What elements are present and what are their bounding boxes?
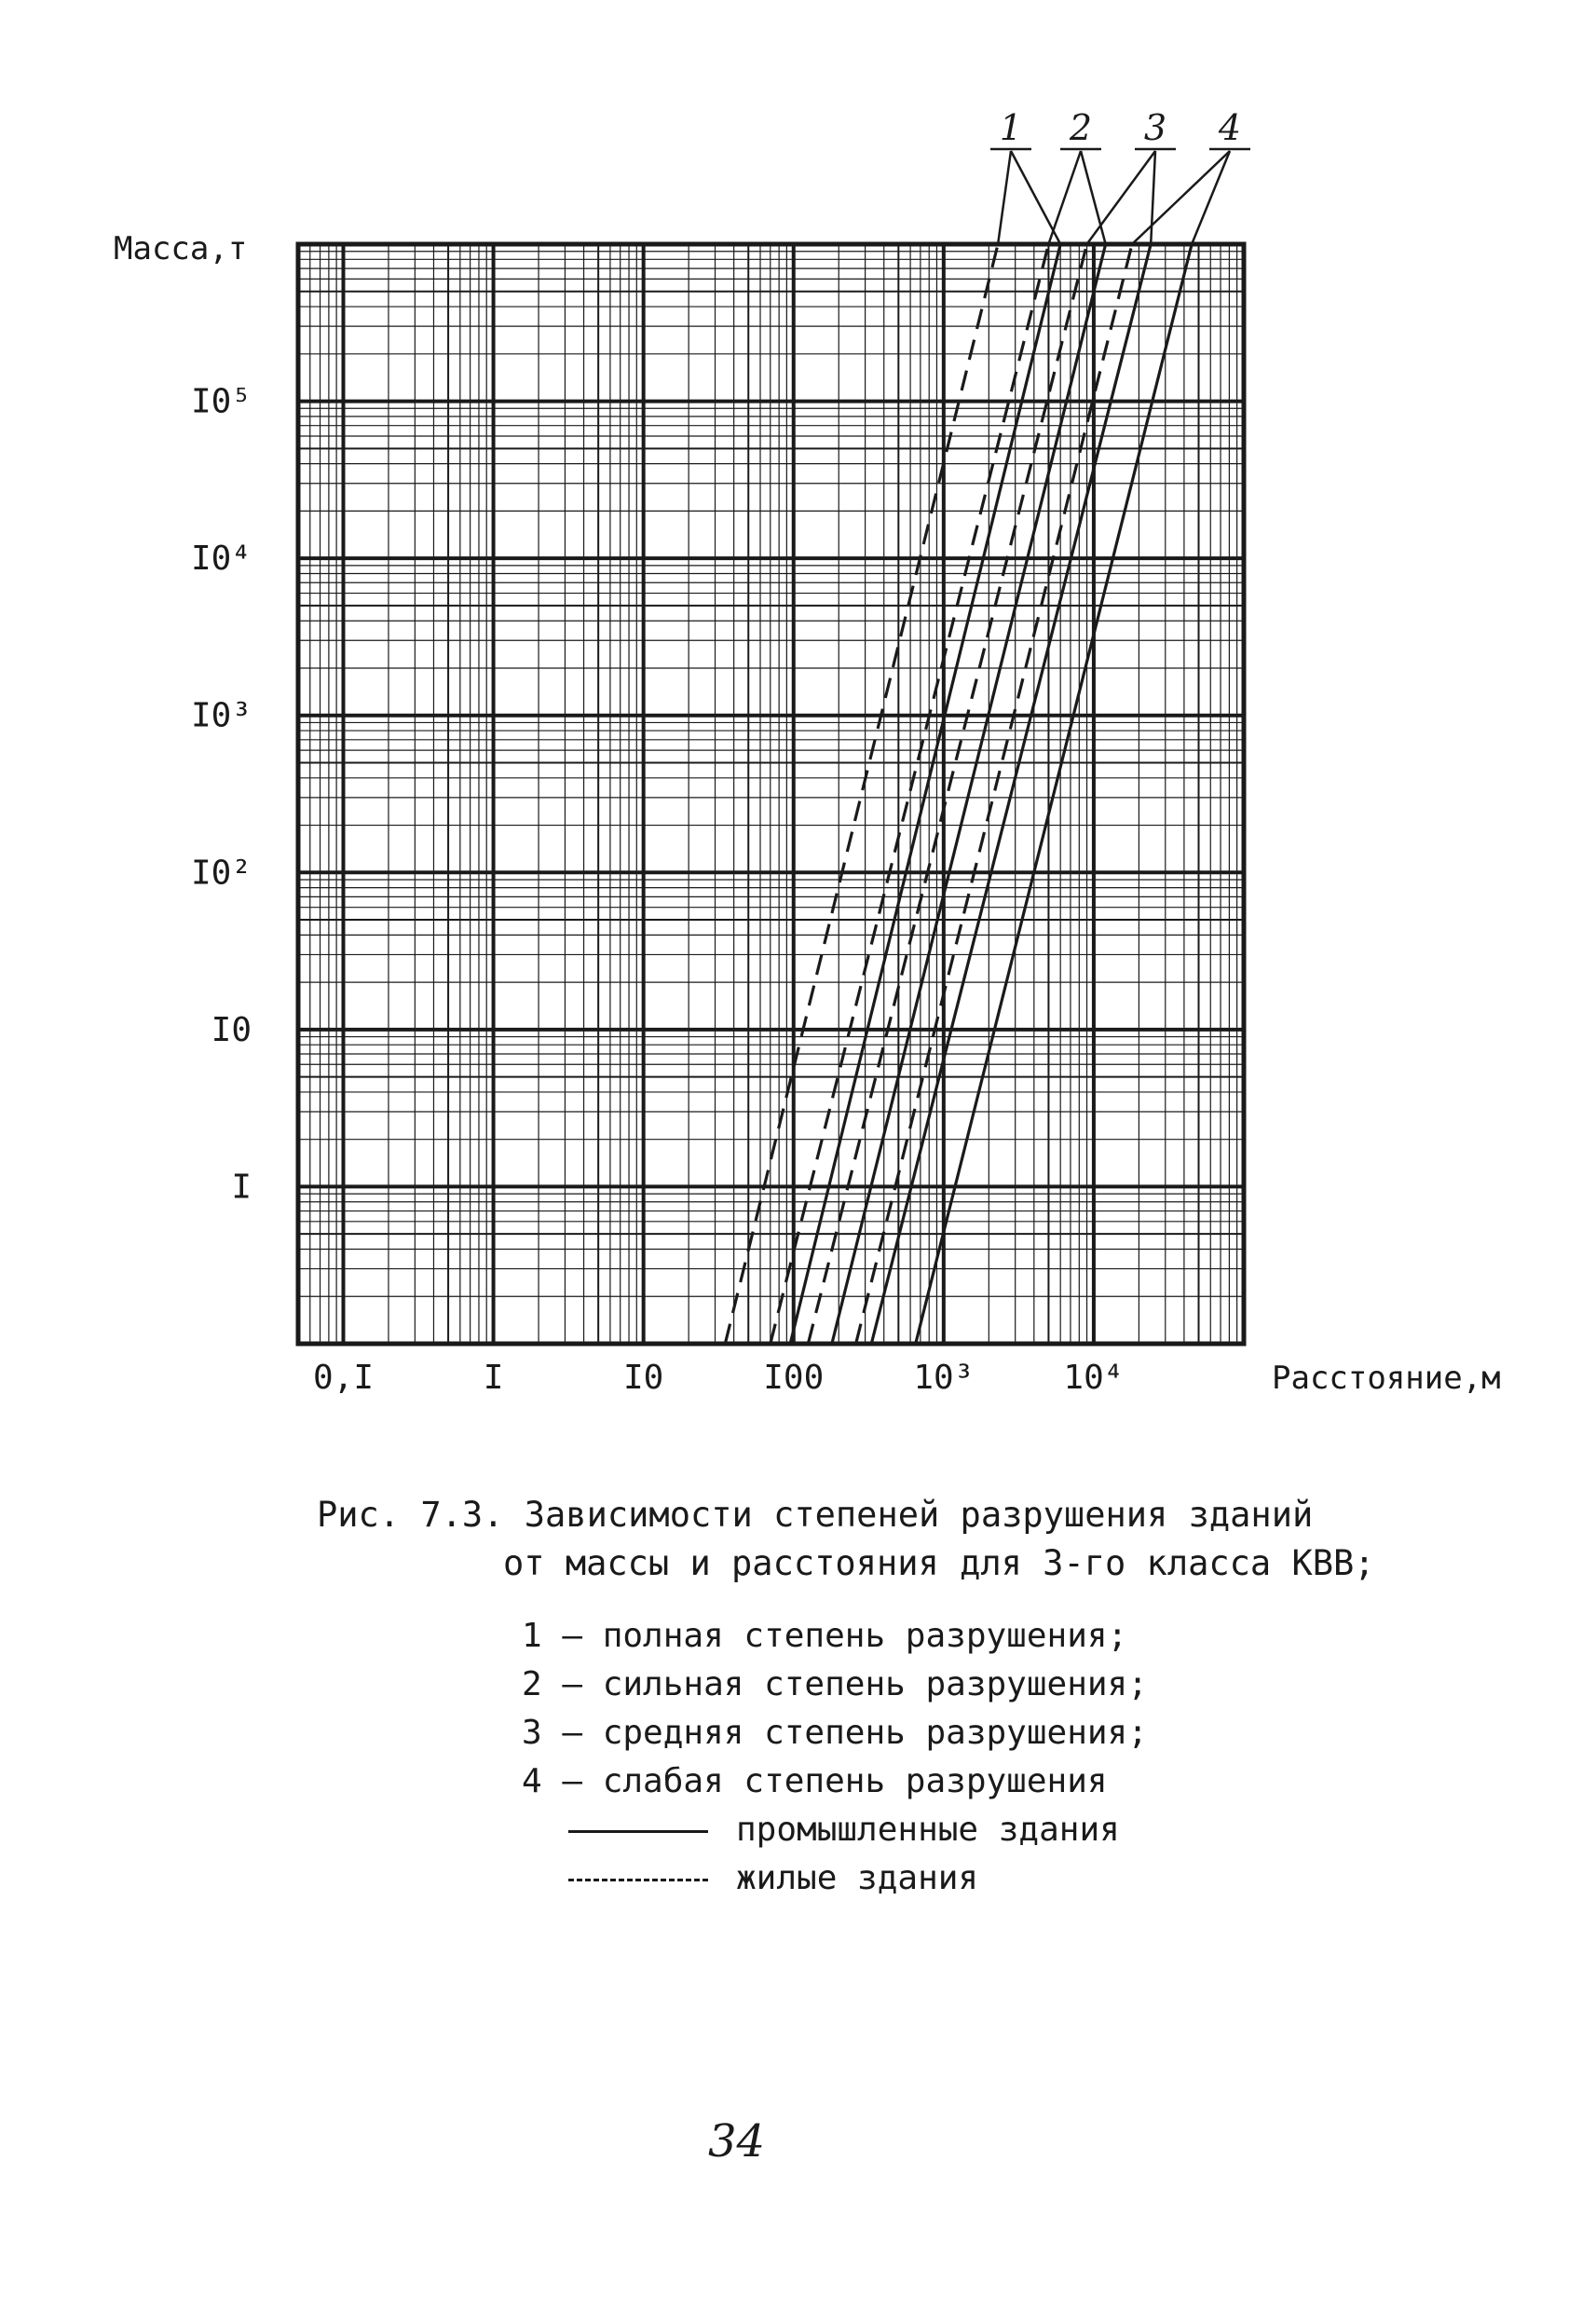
legend-item-4: 4 – слабая степень разрушения [522,1762,1108,1800]
curve-label-4: 4 [1218,107,1242,148]
x-tick-label: 10⁴ [1063,1359,1125,1397]
series-line-3-dashed [808,244,1086,1344]
series-line-4-dashed [856,244,1132,1344]
curve-leader-3 [1151,151,1155,244]
x-tick-label: I0 [622,1359,664,1397]
curve-leaders [990,107,1250,244]
tick-labels [191,383,1124,1397]
x-tick-label: 0,I [312,1359,375,1397]
page-number: 34 [708,2115,766,2167]
legend-item-3: 3 – средняя степень разрушения; [522,1714,1148,1752]
legend [522,1612,1148,1903]
curve-leader-2 [1048,151,1081,244]
curve-leader-4 [1132,151,1230,244]
x-axis-label: Расстояние,м [1272,1360,1501,1397]
legend-dashed-label: жилые здания [736,1859,979,1897]
x-tick-label: 10³ [913,1359,975,1397]
x-tick-label: I [483,1359,504,1397]
y-tick-label: I0³ [190,696,252,735]
plot-grid [298,244,1244,1344]
legend-solid-row [522,1806,1148,1854]
curve-label-3: 3 [1143,107,1167,148]
legend-dashed-row [522,1854,1148,1903]
caption-line-1: Рис. 7.3. Зависимости степеней разрушения зданий [317,1495,1314,1535]
legend-item-1: 1 – полная степень разрушения; [522,1617,1128,1655]
series-line-1-solid [790,244,1060,1344]
series-line-3-solid [871,244,1151,1344]
dashed-line-swatch [568,1879,708,1881]
curve-label-1: 1 [999,107,1023,148]
solid-line-swatch [568,1830,708,1833]
y-tick-label: I0² [190,854,252,893]
y-tick-label: I0⁴ [190,540,252,579]
series-line-2-dashed [771,244,1049,1344]
curve-leader-2 [1081,151,1106,244]
curve-leader-1 [998,151,1011,244]
x-tick-label: I00 [763,1359,825,1397]
figure-caption [317,1491,1375,1588]
legend-item-2: 2 – сильная степень разрушения; [522,1665,1148,1703]
y-tick-label: I0⁵ [190,382,252,421]
y-tick-label: I0 [211,1010,252,1049]
caption-line-2: от массы и расстояния для 3-го класса КВВ; [503,1543,1375,1583]
series-line-2-solid [832,244,1106,1344]
plot-frame [298,244,1244,1344]
y-tick-label: I [231,1168,252,1207]
curve-leader-4 [1192,151,1230,244]
legend-solid-label: промышленные здания [736,1811,1120,1849]
y-axis-label: Масса,т [114,230,248,267]
curve-label-2: 2 [1069,107,1093,148]
